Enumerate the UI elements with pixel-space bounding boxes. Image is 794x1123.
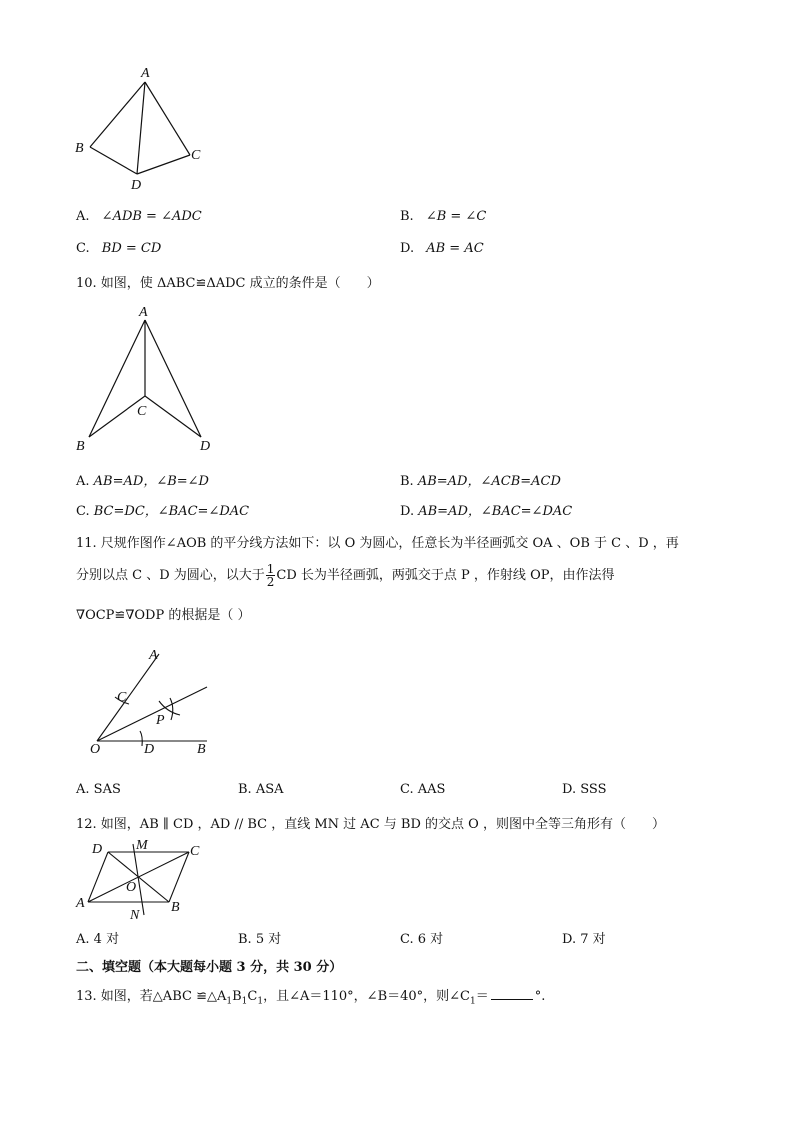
q11-line3: ∇OCP≌∇ODP 的根据是（ ） [76, 608, 251, 623]
q11-option-d-key: D. [562, 782, 577, 797]
q12-segment-DA [88, 852, 108, 902]
q10-option-b[interactable] [400, 470, 561, 489]
q11-option-c[interactable] [400, 782, 445, 797]
q10-option-c[interactable] [76, 500, 249, 519]
q9-segment-AC [145, 82, 190, 155]
q12-segment-CB [169, 852, 189, 902]
q9-option-d-text: AB = AC [426, 241, 484, 256]
q9-label-D: D [131, 178, 142, 193]
q12-option-d-key: D. [562, 932, 577, 947]
q10-stem: 10. 如图，使 ΔABC≌ΔADC 成立的条件是（ ） [76, 276, 380, 291]
q11-ray-OP [97, 687, 207, 741]
q12-label-N: N [130, 908, 140, 923]
q13-stem [76, 985, 545, 1007]
q11-option-b-key: B. [238, 782, 252, 797]
q9-label-C: C [191, 148, 201, 163]
q9-option-a[interactable] [76, 209, 202, 224]
q9-option-d[interactable] [400, 241, 484, 256]
q12-label-A: A [76, 896, 85, 911]
q11-option-d[interactable] [562, 782, 607, 797]
q9-option-b-key: B. [400, 209, 414, 224]
q12-label-B: B [171, 900, 180, 915]
q9-option-a-key: A. [76, 209, 90, 224]
q11-line2-after: CD 长为半径画弧，两弧交于点 P ，作射线 OP，由作法得 [276, 568, 615, 583]
q13-text-eq: ＝ [475, 989, 489, 1004]
q10-segment-AD [145, 320, 201, 437]
q10-option-c-text: BC=DC，∠BAC=∠DAC [93, 504, 250, 519]
q13-text-before: 13. 如图，若△ABC ≌△A [76, 989, 227, 1004]
q9-segment-AB [90, 82, 145, 147]
q11-line1: 11. 尺规作图作∠AOB 的平分线方法如下：以 O 为圆心，任意长为半径画弧交 OA 、OB 于 C 、D ，再 [76, 536, 679, 551]
q13-text-middle: ，且∠A＝110°，∠B＝40°，则∠C [263, 989, 470, 1004]
q13-text-c: C [247, 989, 258, 1004]
q11-label-O: O [90, 742, 101, 757]
q11-line2 [76, 562, 614, 590]
q10-option-a-key: A. [76, 474, 90, 489]
q10-segment-AB [89, 320, 145, 437]
q9-option-b-text: ∠B = ∠C [425, 209, 487, 224]
q12-option-c-key: C. [400, 932, 414, 947]
q12-option-a-text: 4 对 [93, 932, 120, 947]
q9-label-A: A [141, 66, 150, 81]
q12-option-c-text: 6 对 [417, 932, 444, 947]
q10-option-d[interactable] [400, 500, 572, 519]
q13-text-b: B [232, 989, 242, 1004]
q11-label-A: A [149, 648, 158, 663]
q9-option-c[interactable] [76, 241, 161, 256]
q11-label-P: P [156, 713, 165, 728]
q11-fraction [266, 563, 276, 588]
q11-figure [85, 640, 225, 760]
q10-option-d-key: D. [400, 504, 415, 519]
q11-option-b-text: ASA [255, 782, 284, 797]
q13-sub-c1-angle: 1 [470, 996, 476, 1007]
q11-arc-P2 [170, 698, 173, 720]
q12-figure [74, 835, 214, 923]
q11-option-c-key: C. [400, 782, 414, 797]
q9-segment-AD [137, 82, 145, 174]
q11-option-b[interactable] [238, 782, 284, 797]
q10-label-C: C [137, 404, 147, 419]
q11-arc-D [140, 731, 142, 746]
q13-answer-blank[interactable] [491, 999, 533, 1000]
q10-figure [70, 300, 230, 458]
q10-option-b-text: AB=AD，∠ACB=ACD [417, 474, 561, 489]
q12-option-a[interactable] [76, 928, 119, 947]
q12-option-c[interactable] [400, 928, 443, 947]
q12-stem: 12. 如图，AB ∥ CD ，AD // BC ，直线 MN 过 AC 与 BD 的交点 O ，则图中全等三角形有（ ） [76, 817, 665, 832]
q10-segment-CD [145, 396, 201, 437]
q12-option-a-key: A. [76, 932, 90, 947]
q10-option-d-text: AB=AD，∠BAC=∠DAC [418, 504, 573, 519]
q9-option-c-text: BD = CD [101, 241, 162, 256]
q12-option-d-text: 7 对 [580, 932, 606, 947]
q9-segment-DC [137, 155, 190, 174]
q13-text-after: °. [534, 989, 546, 1004]
q12-option-b-key: B. [238, 932, 252, 947]
q11-option-a[interactable] [76, 782, 121, 797]
q10-label-B: B [76, 439, 85, 454]
q12-option-d[interactable] [562, 928, 606, 947]
q11-fraction-denominator: 2 [266, 575, 275, 589]
q10-option-a[interactable] [76, 470, 209, 489]
q9-segment-BD [90, 147, 137, 174]
q10-option-a-text: AB=AD，∠B=∠D [93, 474, 209, 489]
q11-option-d-text: SSS [580, 782, 607, 797]
q9-figure [70, 60, 220, 195]
q13-sub-a1: 1 [226, 996, 233, 1007]
q13-sub-c1: 1 [257, 996, 264, 1007]
q10-option-b-key: B. [400, 474, 414, 489]
q12-label-M: M [136, 838, 148, 853]
q11-label-C: C [117, 690, 127, 705]
q10-label-D: D [200, 439, 211, 454]
q9-option-a-text: ∠ADB = ∠ADC [101, 209, 202, 224]
q12-option-b[interactable] [238, 928, 281, 947]
q9-option-d-key: D. [400, 241, 415, 256]
q13-sub-b1: 1 [241, 996, 248, 1007]
q12-option-b-text: 5 对 [255, 932, 282, 947]
q12-label-D: D [92, 842, 103, 857]
q10-option-c-key: C. [76, 504, 90, 519]
q11-fraction-numerator: 1 [266, 562, 275, 576]
q11-option-c-text: AAS [417, 782, 446, 797]
q11-option-a-key: A. [76, 782, 90, 797]
q10-label-A: A [139, 305, 148, 320]
q11-option-a-text: SAS [93, 782, 121, 797]
q11-ray-OA [97, 654, 159, 741]
section2-heading: 二、填空题（本大题每小题 3 分，共 30 分） [76, 960, 343, 975]
q9-label-B: B [75, 141, 84, 156]
q9-option-c-key: C. [76, 241, 90, 256]
q12-label-O: O [126, 880, 137, 895]
q12-label-C: C [190, 844, 200, 859]
q11-label-B: B [197, 742, 206, 757]
q11-line2-before: 分别以点 C 、D 为圆心，以大于 [76, 568, 265, 583]
q11-label-D: D [144, 742, 155, 757]
q9-option-b[interactable] [400, 209, 486, 224]
